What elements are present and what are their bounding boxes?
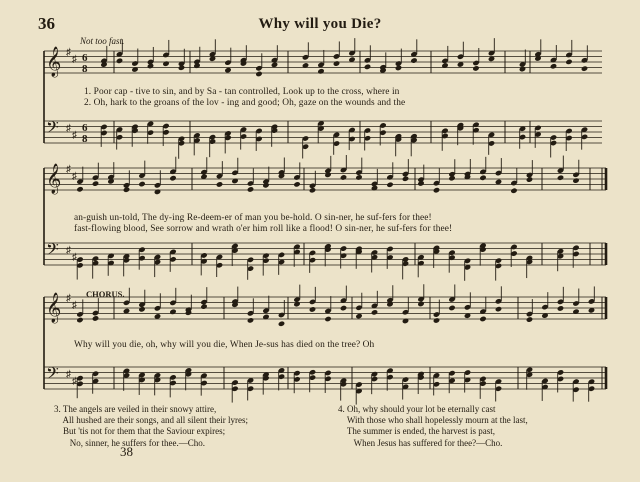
key-sharp: ♯ bbox=[66, 164, 71, 175]
key-sharp: ♯ bbox=[72, 54, 77, 65]
treble-clef: 𝄞 bbox=[46, 164, 62, 194]
lyric-line-s1-v1: 1. Poor cap - tive to sin, and by Sa - tan controlled, Look up to the cross, where in bbox=[84, 87, 400, 97]
bass-clef: 𝄢 bbox=[46, 117, 59, 141]
note-head bbox=[324, 172, 331, 178]
note-head bbox=[224, 67, 231, 73]
note-head bbox=[526, 176, 533, 182]
note-head bbox=[448, 305, 455, 311]
stanza-3: 3. The angels are veiled in their snowy attire, All hushed are their songs, and all silent their lyres; But 'tis not for them that the Saviour expires; No, sinner, he suffers for thee.—Cho. bbox=[54, 404, 248, 448]
note-head bbox=[510, 188, 517, 194]
footer-page-number: 38 bbox=[120, 444, 133, 459]
treble-clef: 𝄞 bbox=[46, 47, 62, 77]
lyric-line-chorus: Why will you die, oh, why will you die, When Je-sus has died on the tree? Oh bbox=[74, 340, 375, 350]
note-head bbox=[395, 65, 402, 71]
note-head bbox=[340, 174, 347, 180]
key-sharp: ♯ bbox=[66, 293, 71, 304]
note-head bbox=[550, 63, 557, 69]
bass-clef: 𝄢 bbox=[46, 363, 59, 387]
note-head bbox=[479, 175, 486, 181]
note-head bbox=[410, 57, 417, 63]
note-head bbox=[479, 316, 486, 322]
note-head bbox=[255, 71, 262, 77]
note-head bbox=[386, 182, 393, 188]
note-head bbox=[433, 187, 440, 193]
key-sharp: ♯ bbox=[66, 245, 71, 256]
key-sharp: ♯ bbox=[72, 171, 77, 182]
key-sharp: ♯ bbox=[72, 376, 77, 387]
treble-clef: 𝄞 bbox=[46, 293, 62, 323]
note-head bbox=[417, 301, 424, 307]
note-head bbox=[371, 309, 378, 315]
note-head bbox=[138, 306, 145, 312]
time-sig-bottom: 8 bbox=[82, 63, 88, 75]
note-head bbox=[309, 187, 316, 193]
note-head bbox=[147, 63, 154, 69]
note-head bbox=[92, 180, 99, 186]
note-head bbox=[247, 186, 254, 192]
note-head bbox=[402, 176, 409, 182]
note-head bbox=[581, 65, 588, 71]
note-head bbox=[472, 65, 479, 71]
note-head bbox=[324, 316, 331, 322]
note-head bbox=[138, 181, 145, 187]
note-head bbox=[154, 189, 161, 195]
lyric-line-s2-v2: fast-flowing blood, See sorrow and wrath o'er him roll like a flood! O sin-ner, he suf-fers for thee! bbox=[74, 224, 453, 234]
note-head bbox=[116, 58, 123, 64]
stanza-4: 4. Oh, why should your lot be eternally cast With those who shall hopelessly mourn at the last, The summer is ended, the harvest is past, When Jesus has suffered for thee?—Cho. bbox=[338, 404, 528, 448]
key-sharp: ♯ bbox=[72, 300, 77, 311]
note-head bbox=[364, 64, 371, 70]
note-head bbox=[271, 62, 278, 68]
key-sharp: ♯ bbox=[72, 252, 77, 263]
note-head bbox=[309, 306, 316, 312]
note-head bbox=[386, 301, 393, 307]
note-head bbox=[216, 181, 223, 187]
note-head bbox=[247, 317, 254, 323]
note-head bbox=[448, 175, 455, 181]
note-head bbox=[169, 175, 176, 181]
note-head bbox=[293, 181, 300, 187]
note-head bbox=[355, 174, 362, 180]
note-head bbox=[557, 175, 564, 181]
key-sharp: ♯ bbox=[66, 47, 71, 58]
chorus-label: CHORUS. bbox=[86, 289, 125, 299]
key-sharp: ♯ bbox=[66, 369, 71, 380]
note-head bbox=[193, 62, 200, 68]
lyric-line-s1-v2: 2. Oh, hark to the groans of the lov - ing and good; Oh, gaze on the wounds and the bbox=[84, 98, 406, 108]
note-head bbox=[76, 186, 83, 192]
note-head bbox=[333, 60, 340, 66]
hymn-title: Why will you Die? bbox=[258, 16, 382, 32]
note-head bbox=[162, 60, 169, 66]
note-head bbox=[123, 186, 130, 192]
page-number: 36 bbox=[38, 14, 55, 33]
note-head bbox=[519, 66, 526, 72]
note-head bbox=[169, 309, 176, 315]
note-head bbox=[92, 315, 99, 321]
note-head bbox=[433, 317, 440, 323]
time-sig-top: 6 bbox=[82, 52, 88, 64]
note-head bbox=[293, 301, 300, 307]
note-head bbox=[565, 59, 572, 65]
note-head bbox=[526, 316, 533, 322]
note-head bbox=[200, 303, 207, 309]
note-head bbox=[340, 305, 347, 311]
time-sig-top: 6 bbox=[82, 122, 88, 134]
tempo-marking: Not too fast. bbox=[80, 36, 125, 46]
note-head bbox=[76, 317, 83, 323]
time-sig-bottom: 8 bbox=[82, 133, 88, 145]
note-head bbox=[178, 65, 185, 71]
key-sharp: ♯ bbox=[72, 130, 77, 141]
note-head bbox=[572, 177, 579, 183]
note-head bbox=[495, 306, 502, 312]
bass-clef: 𝄢 bbox=[46, 239, 59, 263]
note-head bbox=[278, 321, 285, 327]
lyric-line-s2-v1: an-guish un-told, The dy-ing Re-deem-er of man you be-hold. O sin-ner, he suf-fers for thee! bbox=[74, 213, 432, 223]
note-head bbox=[317, 68, 324, 74]
note-head bbox=[557, 305, 564, 311]
key-sharp: ♯ bbox=[66, 123, 71, 134]
